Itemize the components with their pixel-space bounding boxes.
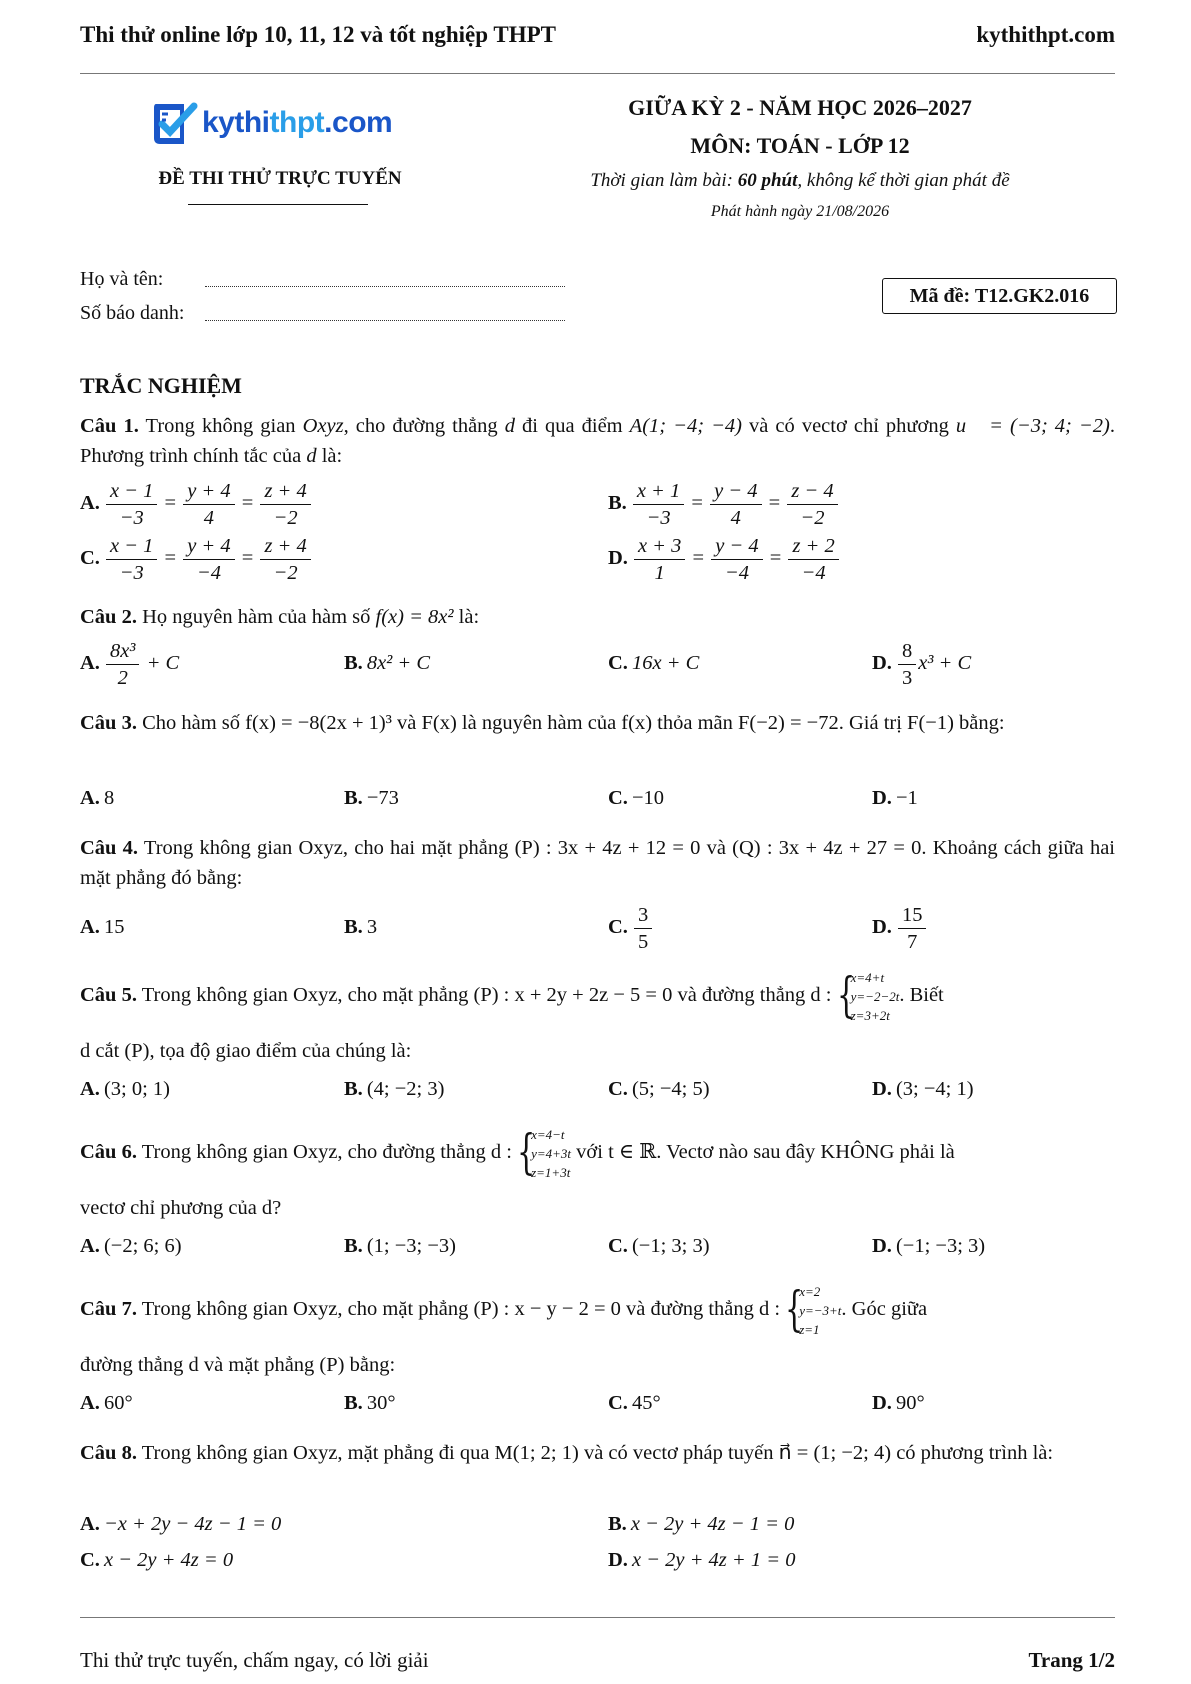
q2-option-c[interactable]: C. 16x + C	[608, 652, 700, 674]
q6-line-system: { x=4−t y=4+3t z=1+3t	[517, 1124, 572, 1180]
exam-release-date: Phát hành ngày 21/08/2026	[710, 203, 890, 220]
footer-tagline: Thi thử trực tuyến, chấm ngay, có lời giải	[80, 1648, 429, 1672]
question-3: Câu 3. Cho hàm số f(x) = −8(2x + 1)³ và F(x) là nguyên hàm của f(x) thỏa mãn F(−2) = −72. Giá trị F(−1) bằng:	[80, 712, 1005, 734]
q8-option-a[interactable]: A. −x + 2y − 4z − 1 = 0	[80, 1513, 282, 1535]
question-6: Câu 6. Trong không gian Oxyz, cho đường thẳng d : { x=4−t y=4+3t z=1+3t với t ∈ ℝ. Vectơ nào sau đây KHÔNG phải là	[80, 1124, 955, 1180]
q7-line-system: { x=2 y=−3+t z=1	[785, 1281, 842, 1337]
site-logo	[150, 100, 450, 160]
q4-option-d[interactable]: D. $\frac{15}{7}$	[872, 902, 928, 955]
question-5-line2: d cắt (P), tọa độ giao điểm của chúng là:	[80, 1040, 412, 1062]
q8-option-d[interactable]: D. x − 2y + 4z + 1 = 0	[608, 1549, 796, 1571]
site-header-title: Thi thử online lớp 10, 11, 12 và tốt nghiệp THPT	[80, 22, 556, 47]
exam-duration: Thời gian làm bài: 60 phút, không kể thời gian phát đề	[590, 170, 1010, 191]
q7-option-a[interactable]: A. 60°	[80, 1392, 133, 1414]
q1-option-d[interactable]: D. $\frac{x + 3}{1}$ = $\frac{y - 4}{-4}$ = $\frac{z + 2}{-4}$	[608, 533, 841, 586]
q1-option-b[interactable]: B. $\frac{x + 1}{-3}$ = $\frac{y - 4}{4}$ = $\frac{z - 4}{-2}$	[608, 478, 840, 531]
site-header-domain[interactable]: kythithpt.com	[976, 22, 1115, 47]
q6-option-d[interactable]: D. (−1; −3; 3)	[872, 1235, 986, 1257]
q4-option-c[interactable]: C. $\frac{3}{5}$	[608, 902, 654, 955]
exam-code-box: Mã đề: T12.GK2.016	[882, 278, 1117, 314]
exam-subject: MÔN: TOÁN - LỚP 12	[690, 133, 910, 158]
question-8: Câu 8. Trong không gian Oxyz, mặt phẳng đi qua M(1; 2; 1) và có vectơ pháp tuyến n⃗ = (1; −2; 4) có phương trình là:	[80, 1442, 1054, 1464]
q5-option-c[interactable]: C. (5; −4; 5)	[608, 1078, 710, 1100]
q3-option-c[interactable]: C. −10	[608, 787, 664, 809]
student-id-field[interactable]	[205, 320, 565, 321]
question-7-line2: đường thẳng d và mặt phẳng (P) bằng:	[80, 1354, 396, 1376]
question-2: Câu 2. Họ nguyên hàm của hàm số f(x) = 8x² là:	[80, 606, 480, 628]
q4-option-a[interactable]: A. 15	[80, 916, 125, 938]
header-divider	[80, 73, 1115, 74]
q2-option-b[interactable]: B. 8x² + C	[344, 652, 431, 674]
question-5: Câu 5. Trong không gian Oxyz, cho mặt phẳng (P) : x + 2y + 2z − 5 = 0 và đường thẳng d : { x=4+t y=−2−2t z=3+2t . Biết	[80, 967, 944, 1023]
name-label: Họ và tên:	[80, 268, 164, 290]
online-exam-label: ĐỀ THI THỬ TRỰC TUYẾN	[158, 168, 402, 189]
q5-option-d[interactable]: D. (3; −4; 1)	[872, 1078, 974, 1100]
exam-title: GIỮA KỲ 2 - NĂM HỌC 2026–2027	[628, 95, 972, 120]
logo-book-icon	[150, 100, 198, 152]
q5-option-b[interactable]: B. (4; −2; 3)	[344, 1078, 445, 1100]
q5-option-a[interactable]: A. (3; 0; 1)	[80, 1078, 170, 1100]
q7-option-c[interactable]: C. 45°	[608, 1392, 661, 1414]
q2-option-d[interactable]: D. $\frac{8}{3}$ x³ + C	[872, 640, 972, 689]
question-6-line2: vectơ chỉ phương của d?	[80, 1197, 282, 1219]
name-field[interactable]	[205, 286, 565, 287]
logo-wordmark: kythithpt.com	[202, 106, 393, 139]
q2-option-a[interactable]: A. $\frac{\text{8x³}}{2}$ + C	[80, 640, 180, 689]
q6-option-b[interactable]: B. (1; −3; −3)	[344, 1235, 456, 1257]
q3-option-b[interactable]: B. −73	[344, 787, 399, 809]
q1-option-c[interactable]: C. $\frac{x - 1}{-3}$ = $\frac{y + 4}{-4}$ = $\frac{z + 4}{-2}$	[80, 533, 313, 586]
q1-option-a[interactable]: A. $\frac{x - 1}{-3}$ = $\frac{y + 4}{4}$ = $\frac{z + 4}{-2}$	[80, 478, 313, 531]
student-id-label: Số báo danh:	[80, 302, 185, 324]
section-title: TRẮC NGHIỆM	[80, 373, 242, 398]
q6-option-a[interactable]: A. (−2; 6; 6)	[80, 1235, 182, 1257]
q5-line-system: { x=4+t y=−2−2t z=3+2t	[836, 967, 900, 1023]
q8-option-c[interactable]: C. x − 2y + 4z = 0	[80, 1549, 234, 1571]
q8-option-b[interactable]: B. x − 2y + 4z − 1 = 0	[608, 1513, 795, 1535]
page-number: Trang 1/2	[1028, 1648, 1115, 1672]
question-4: Câu 4. Trong không gian Oxyz, cho hai mặt phẳng (P) : 3x + 4z + 12 = 0 và (Q) : 3x + 4z + 27 = 0. Khoảng cách giữa hai mặt phẳng đó bằng:	[80, 837, 1115, 889]
q3-option-d[interactable]: D. −1	[872, 787, 918, 809]
q3-option-a[interactable]: A. 8	[80, 787, 115, 809]
question-1: Câu 1. Trong không gian Oxyz, cho đường thẳng d đi qua điểm A(1; −4; −4) và có vectơ chỉ phương u⃗ = (−3; 4; −2). Phương trình chính tắc của d là:	[80, 415, 1115, 467]
q6-option-c[interactable]: C. (−1; 3; 3)	[608, 1235, 710, 1257]
q7-option-b[interactable]: B. 30°	[344, 1392, 396, 1414]
question-7: Câu 7. Trong không gian Oxyz, cho mặt phẳng (P) : x − y − 2 = 0 và đường thẳng d : { x=2 y=−3+t z=1 . Góc giữa	[80, 1281, 928, 1337]
q7-option-d[interactable]: D. 90°	[872, 1392, 925, 1414]
online-label-underline	[188, 204, 368, 205]
q4-option-b[interactable]: B. 3	[344, 916, 378, 938]
footer-divider	[80, 1617, 1115, 1618]
